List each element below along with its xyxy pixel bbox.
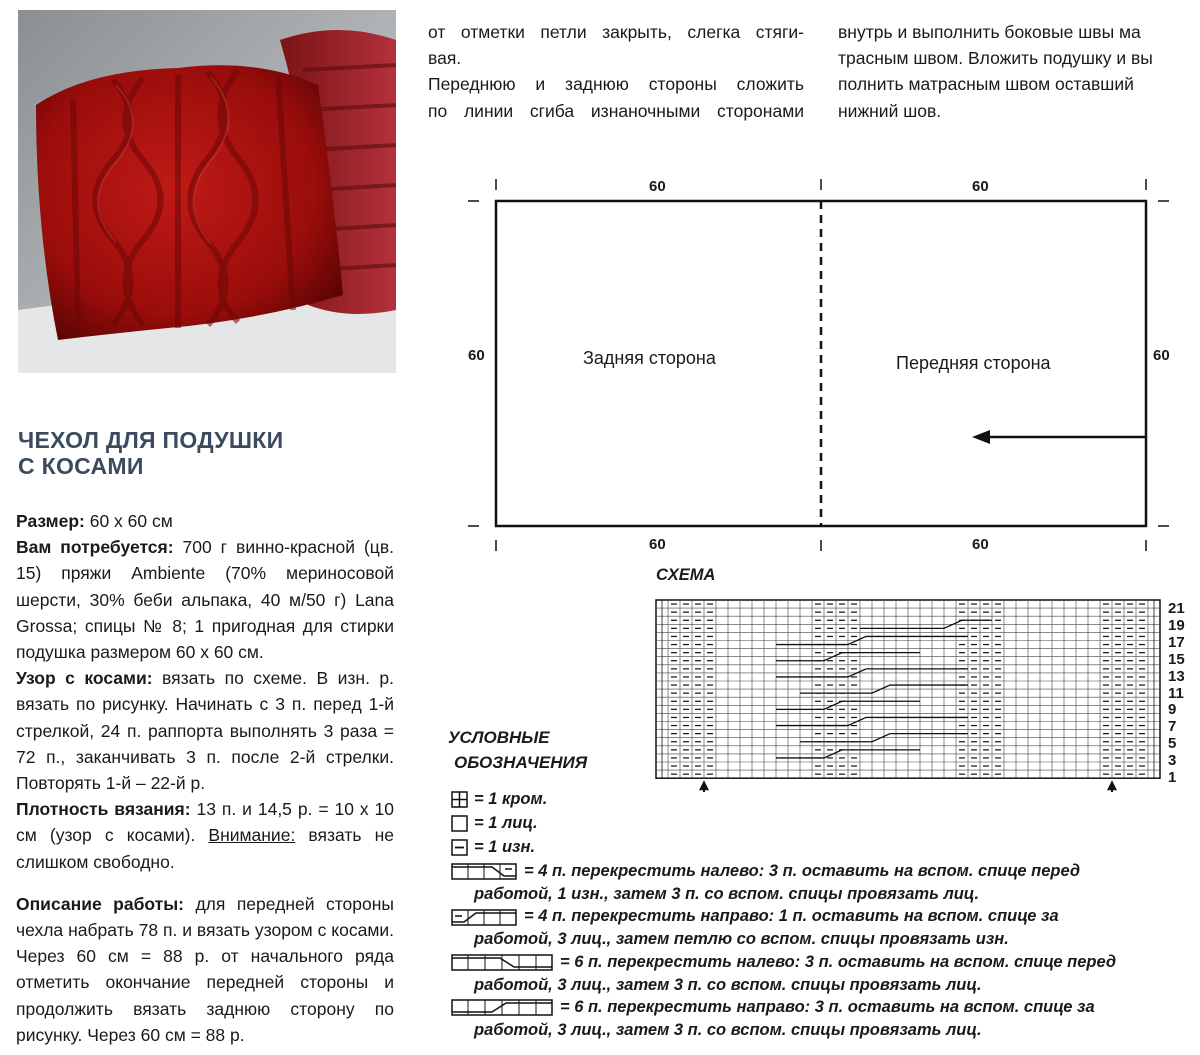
density-value: 13 п. и 14,5 р. = 10 х 10 см (узор с косами).	[16, 799, 394, 846]
chart-row-number: 5	[1168, 735, 1177, 753]
col3-line: трасным швом. Вложить подушку и вы	[838, 48, 1153, 69]
col2-line: по линии сгиба изнаночными сторонами	[428, 100, 804, 121]
legend-edge-stitch: = 1 кром.	[474, 790, 548, 808]
chart-row-number: 17	[1168, 633, 1185, 651]
pattern-value: вязать по схеме. В изн. р. вязать по рисунку. Начинать с 3 п. перед 1-й стрелкой, 24 п. раппорта выполнять 3 раза = 72 п., заканчивать 3 п. после 2-й стрелки. Повторять 1-й – 22-й р.	[16, 668, 395, 794]
legend-cable-4-left-cont: работой, 1 изн., затем 3 п. со вспом. спицы провязать лиц.	[474, 885, 980, 903]
col3-line: внутрь и выполнить боковые швы ма	[838, 22, 1141, 42]
chart-row-number: 7	[1168, 718, 1177, 736]
col2-line: от отметки петли закрыть, слегка стяги-	[428, 22, 804, 42]
description-value: для передней стороны чехла набрать 78 п. и вязать узором с косами. Через 60 см = 88 р. от начального ряда отметить окончание передней стороны и продолжить вязать заднюю сторону по рисунку. Через 60 см = 88 р.	[16, 893, 394, 1045]
chart-row-number: 19	[1168, 616, 1185, 634]
chart-start-arrow-icon	[699, 780, 709, 792]
col2-line: Переднюю и заднюю стороны сложить	[428, 74, 804, 95]
chart-row-number: 15	[1168, 650, 1185, 668]
dim-side-left: 60	[468, 347, 485, 364]
dim-top-left: 60	[649, 178, 666, 195]
col3-line: нижний шов.	[838, 100, 942, 121]
pattern-label: Узор с косами:	[16, 668, 153, 689]
chart-row-number: 11	[1168, 684, 1184, 702]
title-line-2: С КОСАМИ	[18, 453, 144, 479]
edge-stitch-symbol-icon	[452, 792, 467, 807]
front-side-label: Передняя сторона	[896, 353, 1051, 373]
density-label: Плотность вязания:	[16, 799, 191, 820]
purl-stitch-symbol-icon	[452, 840, 467, 855]
size-value: 60 х 60 см	[84, 511, 173, 531]
title-line-1: ЧЕХОЛ ДЛЯ ПОДУШКИ	[18, 427, 284, 453]
col3-line: полнить матрасным швом оставший	[838, 74, 1134, 95]
legend-cable-6-right: = 6 п. перекрестить направо: 3 п. оставить на вспом. спице за	[560, 998, 1095, 1016]
legend-purl-stitch: = 1 изн.	[474, 838, 536, 856]
legend-cable-4-left: = 4 п. перекрестить налево: 3 п. оставить на вспом. спице перед	[524, 862, 1081, 880]
schema-title: СХЕМА	[656, 566, 716, 584]
chart-row-number: 3	[1168, 752, 1177, 770]
back-side-label: Задняя сторона	[583, 348, 716, 368]
cable-4-left-symbol-icon	[452, 864, 516, 879]
cable-6-right-symbol-icon	[452, 1000, 552, 1015]
legend-cable-4-right-cont: работой, 3 лиц., затем петлю со вспом. спицы провязать изн.	[474, 930, 1009, 948]
dim-top-right: 60	[972, 178, 989, 195]
chart-end-arrow-icon	[1107, 780, 1117, 792]
legend-cable-6-left: = 6 п. перекрестить налево: 3 п. оставить на вспом. спице перед	[560, 953, 1117, 971]
materials-label: Вам потребуется:	[16, 537, 174, 558]
legend-title-line-2: ОБОЗНАЧЕНИЯ	[454, 753, 588, 772]
legend-title	[448, 725, 587, 775]
knit-stitch-symbol-icon	[452, 816, 467, 831]
dim-bottom-right: 60	[972, 536, 989, 553]
knitting-chart	[650, 592, 1170, 792]
chart-row-number: 9	[1168, 701, 1177, 719]
materials-value: 700 г винно-красной (цв. 15) пряжи Ambiente (70% мериносовой шерсти, 30% беби альпака, 40 м/50 г) Lana Grossa; спицы № 8; 1 пригодная для стирки подушка размером 60 х 60 см.	[16, 537, 394, 663]
size-label: Размер:	[16, 511, 85, 531]
chart-row-number: 13	[1168, 667, 1185, 685]
description-label: Описание работы:	[16, 893, 184, 914]
legend-cable-6-left-cont: работой, 3 лиц., затем 3 п. со вспом. спицы провязать лиц.	[474, 976, 982, 994]
dim-side-right: 60	[1153, 347, 1170, 364]
chart-row-number: 1	[1168, 769, 1177, 786]
arrow-head-icon	[972, 430, 990, 444]
legend-cable-6-right-cont: работой, 3 лиц., затем 3 п. со вспом. спицы провязать лиц.	[474, 1021, 982, 1039]
dim-bottom-left: 60	[649, 536, 666, 553]
legend-cable-4-right: = 4 п. перекрестить направо: 1 п. оставить на вспом. спице за	[524, 907, 1059, 925]
legend-title-line-1: УСЛОВНЫЕ	[448, 728, 550, 747]
col2-line: вая.	[428, 48, 462, 69]
cable-4-right-symbol-icon	[452, 910, 516, 925]
cable-6-left-symbol-icon	[452, 955, 552, 970]
density-warning: Внимание:	[208, 825, 296, 846]
density-warning-text: вязать не слишком свободно.	[16, 825, 394, 872]
legend-knit-stitch: = 1 лиц.	[474, 814, 538, 832]
chart-row-number: 21	[1168, 600, 1185, 617]
